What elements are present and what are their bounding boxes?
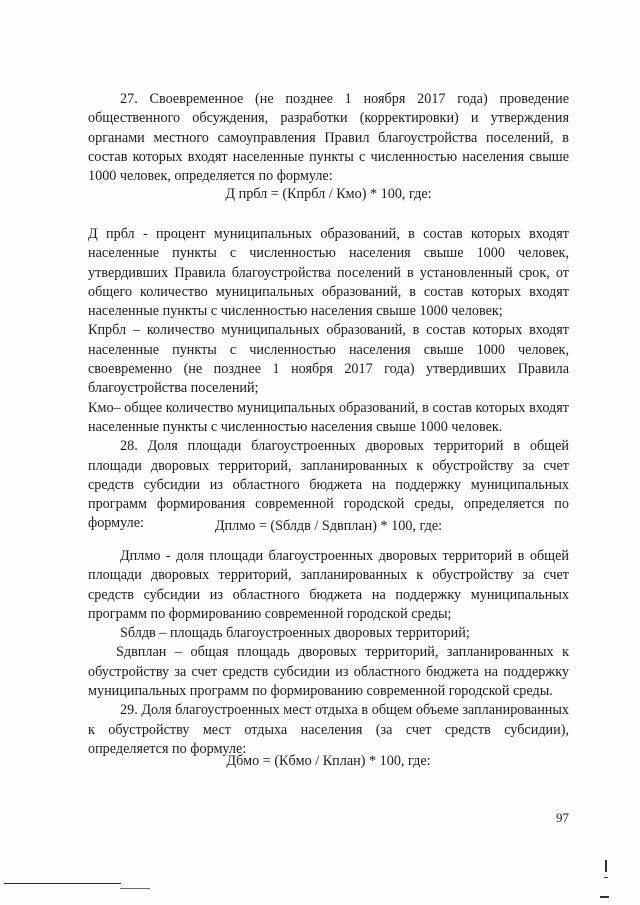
scan-edge-mark (604, 877, 608, 878)
page-number: 97 (556, 810, 569, 825)
formula-27-wrapper (88, 185, 569, 204)
section-28-intro: 28. Доля площади благоустроенных дворовых территорий в общей площади дворовых территорий, запланированных к обустройству за счет средств субсидии из областного бюджета на поддержку муниципальных программ формирования современной городской среды, определяется по формуле: (88, 438, 569, 532)
definition-s-dvplan: Sдвплан – общая площадь дворовых территорий, запланированных к обустройству за счет средств субсидии из областного бюджета на поддержку муниципальных программ по формированию современной городской среды. (88, 644, 569, 700)
definition-k-prbl: Кпрбл – количество муниципальных образований, в состав которых входят населенные пункты с численностью населения свыше 1000 человек, своевременно (не позднее 1 ноября 2017 года) утвердивших Правила благоустройства поселений; (88, 322, 569, 397)
definition-s-bldv: Sблдв – площадь благоустроенных дворовых территорий; (120, 625, 470, 642)
section-27-definitions (88, 225, 569, 534)
scan-edge-mark (605, 860, 607, 872)
definition-d-prbl: Д прбл - процент муниципальных образований, в состав которых входят населенные пункты с численностью населения свыше 1000 человек, утвердивших Правила благоустройства поселений в установленный срок, от общего количество муниципальных образований, в состав которых входят населенные пункты с численностью населения свыше 1000 человек; (88, 226, 569, 320)
definition-d-plmo: Дплмо - доля площади благоустроенных дворовых территорий в общей площади дворовых территорий, запланированных к обустройству за счет средств субсидии из областного бюджета на поддержку муниципальных программ по формированию современной городской среды; (88, 548, 569, 622)
scan-edge-mark (600, 896, 609, 898)
formula-27: Д прбл = (Кпрбл / Кмо) * 100, где: (225, 186, 432, 202)
section-29-intro: 29. Доля благоустроенных мест отдыха в общем объеме запланированных к обустройству мест отдыха населения (за счет средств субсидии), определяется по формуле: (88, 702, 569, 757)
definition-k-mo: Кмо– общее количество муниципальных образований, в состав которых входят населенные пункты с численностью населения свыше 1000 человек. (88, 399, 569, 435)
formula-29: Дбмо = (Кбмо / Кплан) * 100, где: (226, 753, 431, 769)
formula-28: Дплмо = (Sблдв / Sдвплан) * 100, где: (214, 518, 443, 534)
section-28-definitions (88, 547, 569, 759)
formula-28-wrapper (88, 517, 569, 536)
section-27 (88, 90, 569, 186)
scan-artifact-line (4, 883, 121, 884)
formula-29-wrapper (88, 752, 569, 771)
section-27-intro: 27. Своевременное (не позднее 1 ноября 2017 года) проведение общественного обсуждения, разработки (корректировки) и утверждения органами местного самоуправления Правил благоустройства поселений, в состав которых входят населенные пункты с численностью населения свыше 1000 человек, определяется по формуле: (88, 91, 569, 185)
scan-artifact-line-short (120, 888, 150, 889)
